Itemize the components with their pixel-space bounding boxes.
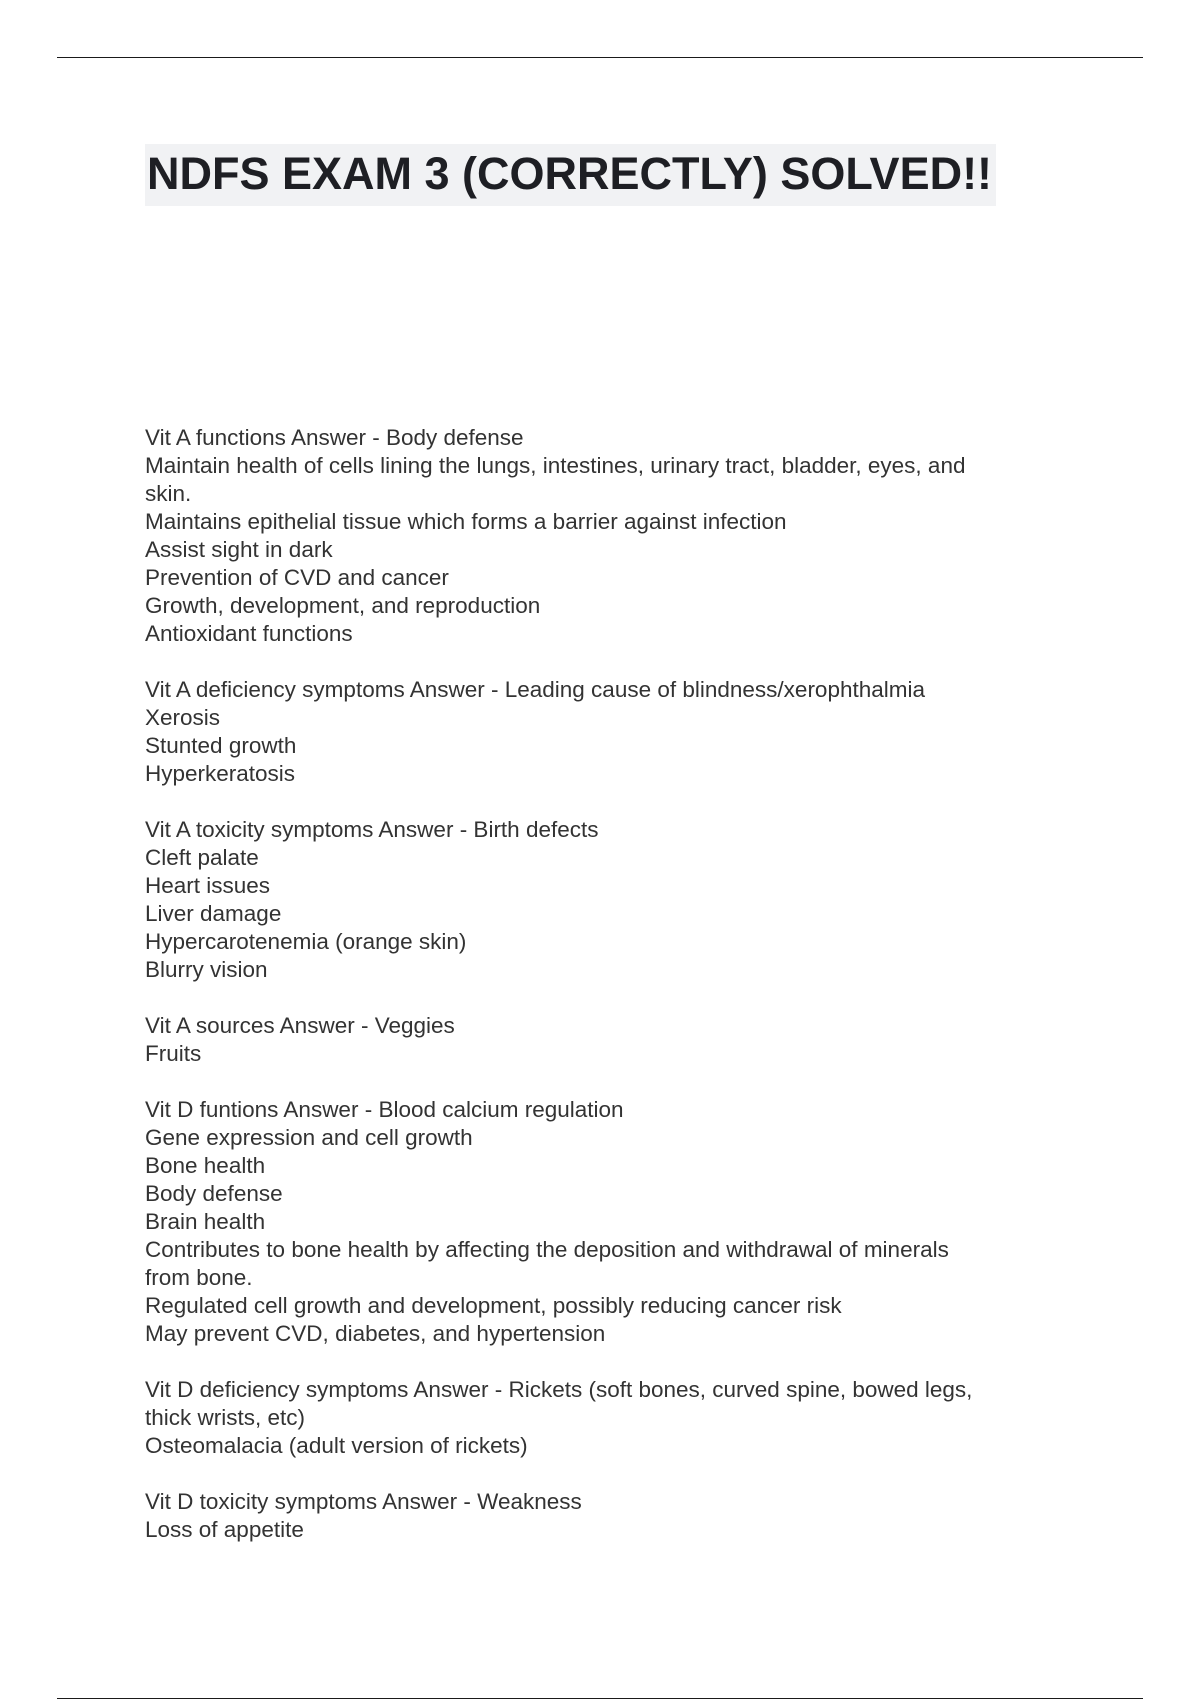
qa-line: skin. (145, 481, 192, 506)
qa-line: Regulated cell growth and development, possibly reducing cancer risk (145, 1293, 842, 1318)
qa-block (145, 424, 1045, 648)
page-title: NDFS EXAM 3 (CORRECTLY) SOLVED!! (145, 144, 996, 206)
qa-line: Bone health (145, 1153, 266, 1178)
qa-line: Hypercarotenemia (orange skin) (145, 929, 467, 954)
qa-line: Brain health (145, 1209, 266, 1234)
qa-line: Xerosis (145, 705, 221, 730)
qa-block (145, 1012, 1045, 1068)
qa-line: Vit A sources Answer - Veggies (145, 1013, 455, 1038)
qa-line: Vit D toxicity symptoms Answer - Weakness (145, 1489, 582, 1514)
qa-line: Antioxidant functions (145, 621, 353, 646)
qa-line: Vit A deficiency symptoms Answer - Leading cause of blindness/xerophthalmia (145, 677, 926, 702)
qa-line: Contributes to bone health by affecting the deposition and withdrawal of minerals (145, 1237, 949, 1262)
top-divider (57, 57, 1143, 58)
qa-line: from bone. (145, 1265, 253, 1290)
qa-line: Vit D deficiency symptoms Answer - Rickets (soft bones, curved spine, bowed legs, (145, 1377, 973, 1402)
qa-line: Maintains epithelial tissue which forms a barrier against infection (145, 509, 787, 534)
qa-line: Fruits (145, 1041, 202, 1066)
qa-line: Body defense (145, 1181, 283, 1206)
qa-line: Vit D funtions Answer - Blood calcium regulation (145, 1097, 624, 1122)
qa-block (145, 1096, 1045, 1348)
qa-line: Loss of appetite (145, 1517, 304, 1542)
qa-line: Heart issues (145, 873, 271, 898)
qa-line: Maintain health of cells lining the lungs, intestines, urinary tract, bladder, eyes, and (145, 453, 966, 478)
qa-line: Cleft palate (145, 845, 259, 870)
qa-line: Blurry vision (145, 957, 268, 982)
qa-line: Gene expression and cell growth (145, 1125, 473, 1150)
qa-line: May prevent CVD, diabetes, and hypertension (145, 1321, 606, 1346)
qa-block (145, 676, 1045, 788)
qa-line: thick wrists, etc) (145, 1405, 306, 1430)
qa-line: Liver damage (145, 901, 282, 926)
qa-line: Osteomalacia (adult version of rickets) (145, 1433, 528, 1458)
qa-line: Hyperkeratosis (145, 761, 296, 786)
qa-block (145, 1488, 1045, 1544)
bottom-divider (57, 1698, 1143, 1699)
qa-line: Assist sight in dark (145, 537, 333, 562)
qa-line: Vit A toxicity symptoms Answer - Birth defects (145, 817, 599, 842)
qa-block (145, 1376, 1045, 1460)
document-body (145, 424, 1045, 1572)
qa-line: Growth, development, and reproduction (145, 593, 541, 618)
qa-block (145, 816, 1045, 984)
qa-line: Vit A functions Answer - Body defense (145, 425, 524, 450)
qa-line: Prevention of CVD and cancer (145, 565, 449, 590)
qa-line: Stunted growth (145, 733, 297, 758)
